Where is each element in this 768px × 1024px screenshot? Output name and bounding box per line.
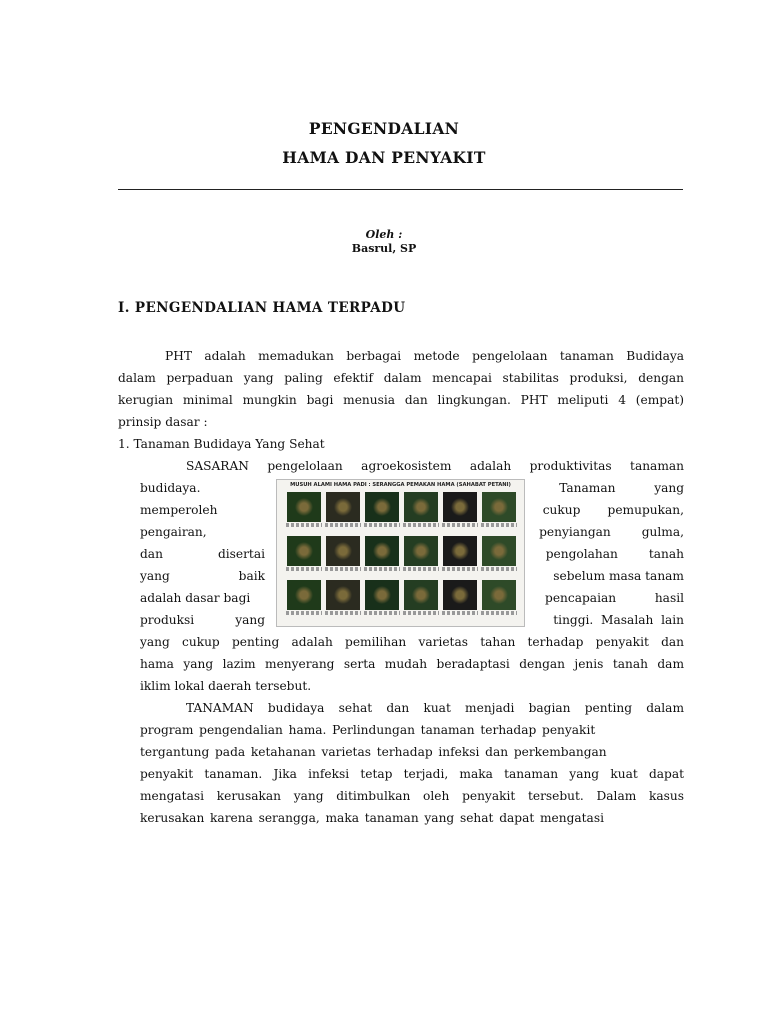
- wrap-right-line: tinggi. Masalah lain: [553, 613, 684, 627]
- insect-photo: [404, 536, 438, 566]
- photo-caption-bar: [403, 523, 439, 527]
- photo-caption-bar: [325, 567, 361, 571]
- intro-line: kerugian minimal mungkin bagi menusia dan lingkungan. PHT meliputi 4 (empat): [118, 393, 684, 407]
- paragraph-line: program pengendalian hama. Perlindungan tanaman terhadap penyakit: [140, 723, 596, 737]
- photo-caption-bar: [325, 523, 361, 527]
- insect-photo: [326, 492, 360, 522]
- insect-photo-figure: [276, 479, 525, 627]
- photo-caption-bar: [364, 523, 400, 527]
- photo-caption-bar: [325, 611, 361, 615]
- paragraph-line: hama yang lazim menyerang serta mudah beradaptasi dengan jenis tanah dam: [140, 657, 684, 671]
- wrap-left-line: pengairan,: [140, 525, 207, 539]
- insect-photo: [287, 580, 321, 610]
- figure-heading: MUSUH ALAMI HAMA PADI : SERANGGA PEMAKAN HAMA (SAHABAT PETANI): [290, 482, 511, 488]
- photo-caption-bar: [481, 523, 517, 527]
- insect-photo: [482, 580, 516, 610]
- section-heading: I. PENGENDALIAN HAMA TERPADU: [118, 300, 406, 316]
- wrap-left-line: adalah dasar bagi: [140, 591, 251, 605]
- insect-photo: [365, 580, 399, 610]
- intro-line: PHT adalah memadukan berbagai metode pengelolaan tanaman Budidaya: [165, 349, 684, 363]
- wrap-right-line: cukup pemupukan,: [542, 503, 684, 517]
- photo-caption-bar: [442, 611, 478, 615]
- by-label: Oleh :: [365, 228, 403, 241]
- photo-caption-bar: [442, 567, 478, 571]
- intro-line: dalam perpaduan yang paling efektif dalam mencapai stabilitas produksi, dengan: [118, 371, 684, 385]
- photo-caption-bar: [286, 567, 322, 571]
- insect-photo: [443, 536, 477, 566]
- title-divider: [118, 189, 683, 190]
- wrap-left-line: dan disertai: [140, 547, 265, 561]
- insect-photo: [482, 492, 516, 522]
- paragraph-line: yang cukup penting adalah pemilihan varietas tahan terhadap penyakit dan: [140, 635, 684, 649]
- photo-caption-bar: [403, 611, 439, 615]
- photo-caption-bar: [286, 523, 322, 527]
- insect-photo: [326, 580, 360, 610]
- paragraph-line: tergantung pada ketahanan varietas terhadap infeksi dan perkembangan: [140, 745, 607, 759]
- insect-photo: [287, 492, 321, 522]
- photo-caption-bar: [364, 611, 400, 615]
- list-item-1: 1. Tanaman Budidaya Yang Sehat: [118, 437, 325, 451]
- doc-title-line-2: HAMA DAN PENYAKIT: [282, 148, 486, 167]
- wrap-left-line: produksi yang: [140, 613, 265, 627]
- paragraph-line: iklim lokal daerah tersebut.: [140, 679, 312, 693]
- intro-line: prinsip dasar :: [118, 415, 208, 429]
- wrap-right-line: pengolahan tanah: [545, 547, 684, 561]
- insect-photo: [365, 492, 399, 522]
- wrap-left-line: yang baik: [140, 569, 265, 583]
- paragraph-line: kerusakan karena serangga, maka tanaman yang sehat dapat mengatasi: [140, 811, 604, 825]
- wrap-right-line: penyiangan gulma,: [539, 525, 684, 539]
- photo-caption-bar: [481, 567, 517, 571]
- insect-photo: [482, 536, 516, 566]
- photo-caption-bar: [403, 567, 439, 571]
- wrap-left-line: budidaya.: [140, 481, 201, 495]
- paragraph-line: mengatasi kerusakan yang ditimbulkan oleh penyakit tersebut. Dalam kasus: [140, 789, 684, 803]
- paragraph-line: TANAMAN budidaya sehat dan kuat menjadi bagian penting dalam: [186, 701, 684, 715]
- author-name: Basrul, SP: [351, 242, 417, 255]
- wrap-right-line: sebelum masa tanam: [553, 569, 684, 583]
- insect-photo: [365, 536, 399, 566]
- insect-photo: [443, 580, 477, 610]
- doc-title-line-1: PENGENDALIAN: [308, 119, 460, 138]
- insect-photo: [404, 580, 438, 610]
- paragraph-line: penyakit tanaman. Jika infeksi tetap terjadi, maka tanaman yang kuat dapat: [140, 767, 684, 781]
- wrap-right-line: pencapaian hasil: [545, 591, 684, 605]
- wrap-right-line: Tanaman yang: [559, 481, 684, 495]
- insect-photo: [404, 492, 438, 522]
- photo-caption-bar: [364, 567, 400, 571]
- photo-caption-bar: [481, 611, 517, 615]
- paragraph-line: SASARAN pengelolaan agroekosistem adalah produktivitas tanaman: [186, 459, 684, 473]
- insect-photo: [287, 536, 321, 566]
- insect-photo: [326, 536, 360, 566]
- wrap-left-line: memperoleh: [140, 503, 218, 517]
- photo-caption-bar: [442, 523, 478, 527]
- insect-photo: [443, 492, 477, 522]
- photo-caption-bar: [286, 611, 322, 615]
